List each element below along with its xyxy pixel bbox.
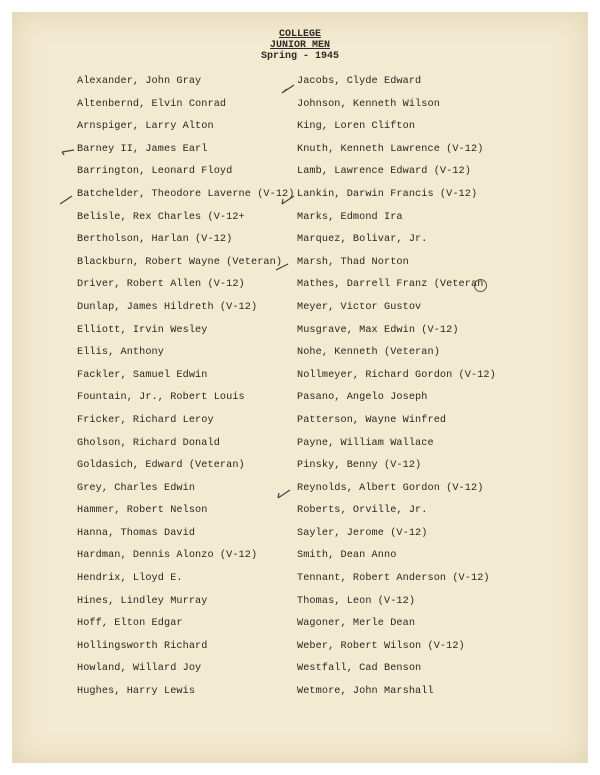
list-item: Hoff, Elton Edgar bbox=[77, 618, 183, 630]
list-item: Pinsky, Benny (V-12) bbox=[297, 460, 422, 472]
list-item: Marks, Edmond Ira bbox=[297, 211, 403, 223]
list-item: Meyer, Victor Gustov bbox=[297, 301, 422, 313]
circle-mark-icon bbox=[474, 279, 487, 292]
list-item: Altenbernd, Elvin Conrad bbox=[77, 98, 227, 110]
check-mark-icon bbox=[277, 489, 291, 499]
list-item: Weber, Robert Wilson (V-12) bbox=[297, 640, 465, 652]
list-item: Mathes, Darrell Franz (Veteran bbox=[297, 279, 484, 291]
check-mark-icon bbox=[59, 195, 73, 205]
list-item: Payne, William Wallace bbox=[297, 437, 434, 449]
list-item: Pasano, Angelo Joseph bbox=[297, 392, 428, 404]
check-mark-icon bbox=[61, 147, 75, 157]
list-item: Reynolds, Albert Gordon (V-12) bbox=[297, 482, 484, 494]
list-item: Blackburn, Robert Wayne (Veteran) bbox=[77, 256, 283, 268]
list-item: Goldasich, Edward (Veteran) bbox=[77, 460, 245, 472]
list-item: Gholson, Richard Donald bbox=[77, 437, 220, 449]
list-item: Barney II, James Earl bbox=[77, 143, 208, 155]
list-item: Dunlap, James Hildreth (V-12) bbox=[77, 301, 258, 313]
list-item: Marquez, Bolivar, Jr. bbox=[297, 234, 428, 246]
list-item: Fackler, Samuel Edwin bbox=[77, 369, 208, 381]
list-item: Belisle, Rex Charles (V-12+ bbox=[77, 211, 245, 223]
list-item: King, Loren Clifton bbox=[297, 121, 416, 133]
list-item: Nollmeyer, Richard Gordon (V-12) bbox=[297, 369, 496, 381]
list-item: Lankin, Darwin Francis (V-12) bbox=[297, 188, 478, 200]
list-item: Hollingsworth Richard bbox=[77, 640, 208, 652]
left-name-column bbox=[77, 76, 294, 709]
list-item: Bertholson, Harlan (V-12) bbox=[77, 234, 233, 246]
list-item: Elliott, Irvin Wesley bbox=[77, 324, 208, 336]
list-item: Hardman, Dennis Alonzo (V-12) bbox=[77, 550, 258, 562]
list-item: Marsh, Thad Norton bbox=[297, 256, 409, 268]
list-item: Lamb, Lawrence Edward (V-12) bbox=[297, 166, 471, 178]
header-college: COLLEGE bbox=[278, 29, 321, 40]
list-item: Sayler, Jerome (V-12) bbox=[297, 527, 428, 539]
check-mark-icon bbox=[281, 195, 295, 205]
list-item: Alexander, John Gray bbox=[77, 76, 202, 87]
list-item: Barrington, Leonard Floyd bbox=[77, 166, 233, 178]
list-item: Howland, Willard Joy bbox=[77, 663, 202, 675]
check-mark-icon bbox=[275, 262, 289, 272]
list-item: Musgrave, Max Edwin (V-12) bbox=[297, 324, 459, 336]
list-item: Fountain, Jr., Robert Louis bbox=[77, 392, 245, 404]
right-name-column bbox=[297, 76, 496, 709]
list-item: Roberts, Orville, Jr. bbox=[297, 505, 428, 517]
list-item: Driver, Robert Allen (V-12) bbox=[77, 279, 245, 291]
list-item: Jacobs, Clyde Edward bbox=[297, 76, 422, 87]
list-item: Hendrix, Lloyd E. bbox=[77, 573, 183, 585]
list-item: Wetmore, John Marshall bbox=[297, 686, 434, 698]
list-item: Wagoner, Merle Dean bbox=[297, 618, 416, 630]
list-item: Nohe, Kenneth (Veteran) bbox=[297, 347, 440, 359]
header-junior-men: JUNIOR MEN bbox=[269, 40, 330, 51]
list-item: Batchelder, Theodore Laverne (V-12) bbox=[77, 188, 295, 200]
check-mark-icon bbox=[281, 84, 295, 94]
header-term: Spring - 1945 bbox=[260, 51, 339, 62]
list-item: Ellis, Anthony bbox=[77, 347, 164, 359]
list-item: Knuth, Kenneth Lawrence (V-12) bbox=[297, 143, 484, 155]
list-item: Westfall, Cad Benson bbox=[297, 663, 422, 675]
list-item: Smith, Dean Anno bbox=[297, 550, 397, 562]
list-item: Johnson, Kenneth Wilson bbox=[297, 98, 440, 110]
list-item: Hines, Lindley Murray bbox=[77, 595, 208, 607]
list-item: Hanna, Thomas David bbox=[77, 527, 196, 539]
list-item: Grey, Charles Edwin bbox=[77, 482, 196, 494]
list-item: Patterson, Wayne Winfred bbox=[297, 414, 447, 426]
list-item: Thomas, Leon (V-12) bbox=[297, 595, 416, 607]
list-item: Arnspiger, Larry Alton bbox=[77, 121, 214, 133]
list-item: Tennant, Robert Anderson (V-12) bbox=[297, 573, 490, 585]
list-item: Fricker, Richard Leroy bbox=[77, 414, 214, 426]
list-item: Hammer, Robert Nelson bbox=[77, 505, 208, 517]
list-item: Hughes, Harry Lewis bbox=[77, 686, 196, 698]
